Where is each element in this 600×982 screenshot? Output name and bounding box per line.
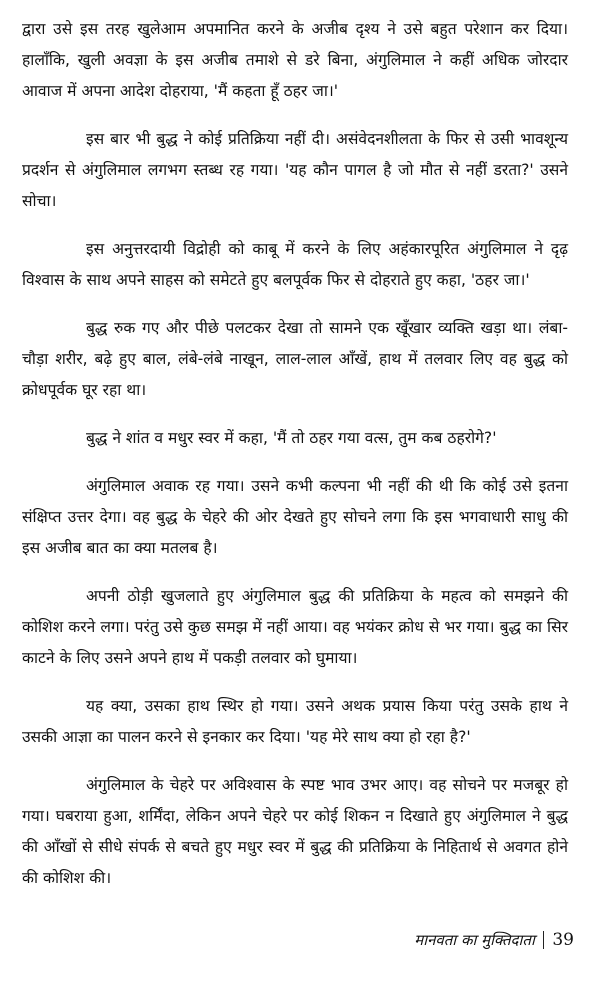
running-footer-book-title: मानवता का मुक्तिदाता (414, 931, 535, 949)
paragraph-3: इस अनुत्तरदायी विद्रोही को काबू में करने के लिए अहंकारपूरित अंगुलिमाल ने दृढ़ विश्वास के साथ अपने साहस को समेटते हुए बलपूर्वक फिर से दोहराते हुए कहा, 'ठहर जा।' (22, 240, 568, 289)
paragraph-1: द्वारा उसे इस तरह खुलेआम अपमानित करने के अजीब दृश्य ने उसे बहुत परेशान कर दिया। हालाँकि, खुली अवज्ञा के इस अजीब तमाशे से डरे बिना, अंगुलिमाल ने कहीं अधिक जोरदार आवाज में अपना आदेश दोहराया, 'मैं कहता हूँ ठहर जा।' (22, 20, 568, 100)
paragraph-2: इस बार भी बुद्ध ने कोई प्रतिक्रिया नहीं दी। असंवेदनशीलता के फिर से उसी भावशून्य प्रदर्शन से अंगुलिमाल लगभग स्तब्ध रह गया। 'यह कौन पागल है जो मौत से नहीं डरता?' उसने सोचा। (22, 130, 568, 210)
paragraph-6: अंगुलिमाल अवाक रह गया। उसने कभी कल्पना भी नहीं की थी कि कोई उसे इतना संक्षिप्त उत्तर देगा। वह बुद्ध के चेहरे की ओर देखते हुए सोचने लगा कि इस भगवाधारी साधु की इस अजीब बात का क्या मतलब है। (22, 477, 568, 557)
paragraph-8: यह क्या, उसका हाथ स्थिर हो गया। उसने अथक प्रयास किया परंतु उसके हाथ ने उसकी आज्ञा का पालन करने से इनकार कर दिया। 'यह मेरे साथ क्या हो रहा है?' (22, 697, 568, 746)
page-number: 39 (552, 930, 574, 950)
page-footer (414, 930, 574, 950)
paragraph-9: अंगुलिमाल के चेहरे पर अविश्वास के स्पष्ट भाव उभर आए। वह सोचने पर मजबूर हो गया। घबराया हुआ, शर्मिंदा, लेकिन अपने चेहरे पर कोई शिकन न दिखाते हुए अंगुलिमाल ने बुद्ध की आँखों से सीधे संपर्क से बचते हुए मधुर स्वर में बुद्ध की प्रतिक्रिया के निहितार्थ से अवगत होने की कोशिश की। (22, 776, 568, 887)
paragraph-4: बुद्ध रुक गए और पीछे पलटकर देखा तो सामने एक खूँखार व्यक्ति खड़ा था। लंबा-चौड़ा शरीर, बढ़े हुए बाल, लंबे-लंबे नाखून, लाल-लाल आँखें, हाथ में तलवार लिए वह बुद्ध को क्रोधपूर्वक घूर रहा था। (22, 319, 568, 399)
paragraph-5: बुद्ध ने शांत व मधुर स्वर में कहा, 'मैं तो ठहर गया वत्स, तुम कब ठहरोगे?' (86, 429, 497, 447)
paragraph-7: अपनी ठोड़ी खुजलाते हुए अंगुलिमाल बुद्ध की प्रतिक्रिया के महत्व को समझने की कोशिश करने लगा। परंतु उसे कुछ समझ में नहीं आया। वह भयंकर क्रोध से भर गया। बुद्ध का सिर काटने के लिए उसने अपने हाथ में पकड़ी तलवार को घुमाया। (22, 587, 568, 667)
page-body-text (22, 14, 568, 894)
footer-divider (543, 931, 545, 949)
